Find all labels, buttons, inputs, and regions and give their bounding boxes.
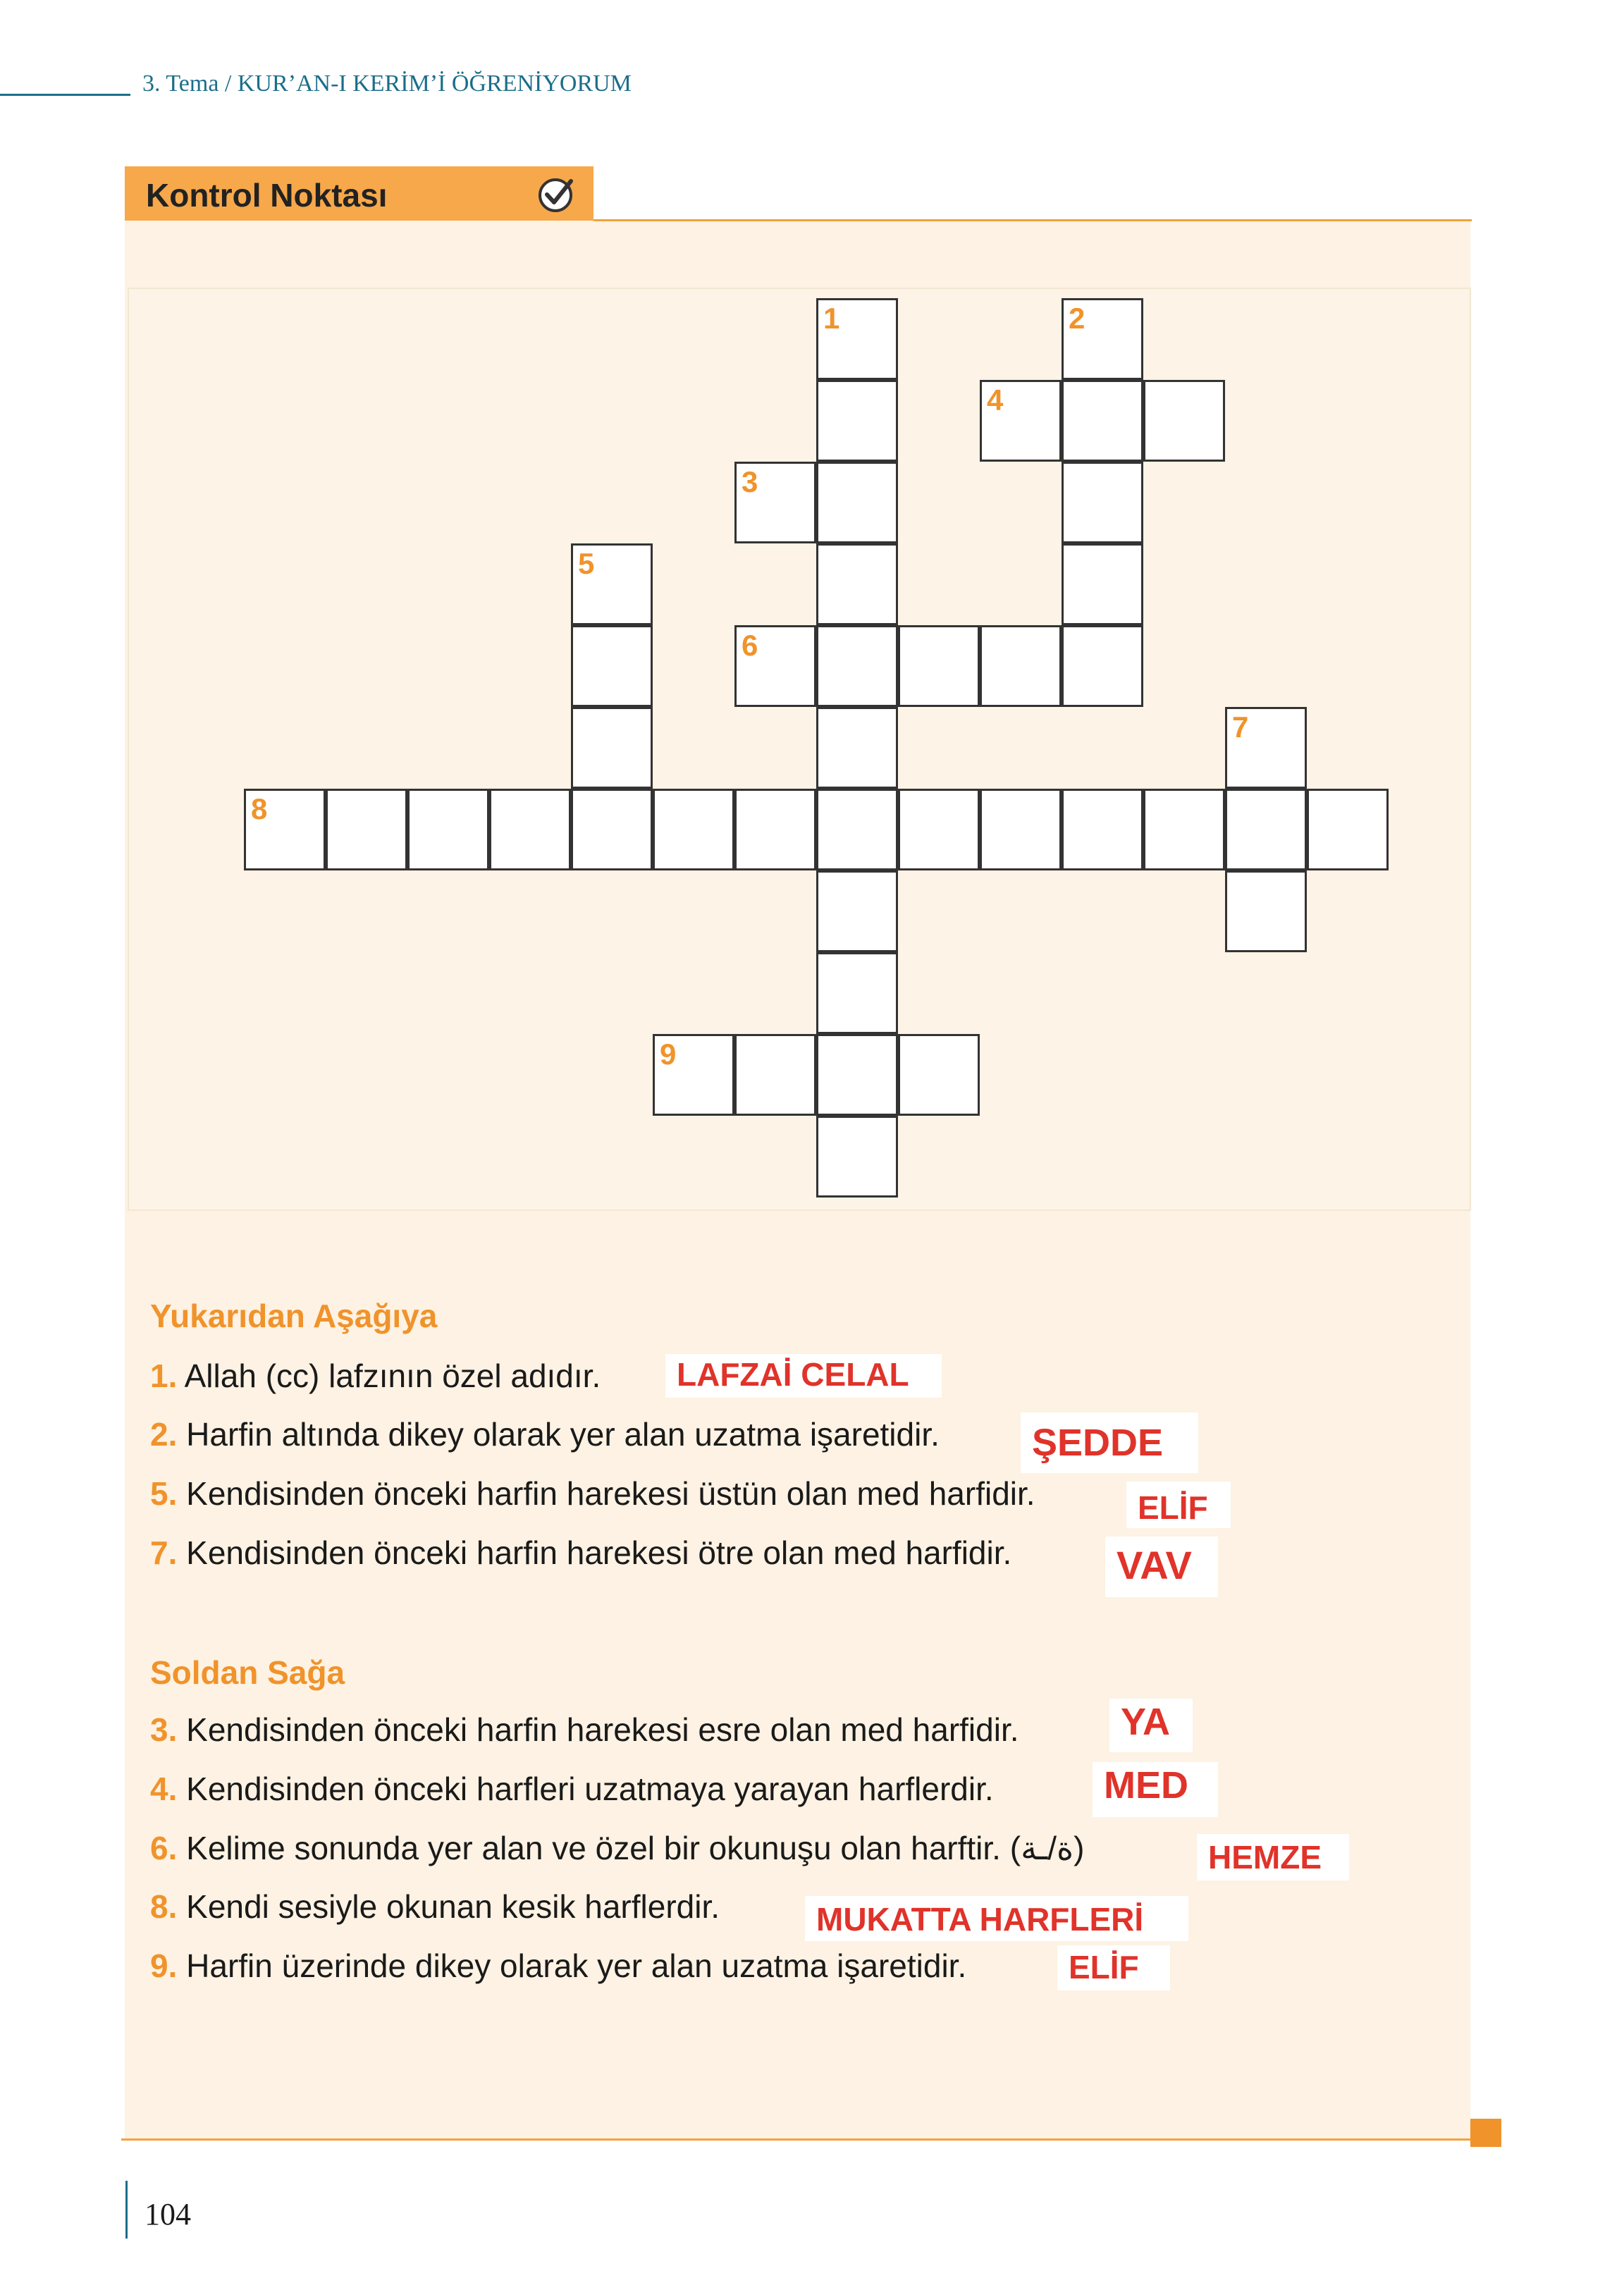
clue-number: 5 [578,547,595,580]
answer-down-7: VAV [1105,1537,1218,1597]
clue-number: 2. [150,1416,178,1453]
clue-number: 6. [150,1830,178,1866]
running-head: 3. Tema / KUR’AN-I KERİM’İ ÖĞRENİYORUM [142,70,632,97]
clue-number: 3 [742,465,758,498]
clue-number: 9 [660,1038,677,1071]
clue-number: 7. [150,1534,178,1571]
bottom-rule [121,2138,1470,2141]
clue-across-9 [150,1947,966,1985]
clue-text: Kendisinden önceki harfin harekesi ötre olan med harfidir. [186,1534,1012,1571]
clue-number: 1 [823,302,840,335]
clue-number: 1. [150,1358,178,1394]
answer-across-3: YA [1109,1699,1193,1752]
answer-down-5: ELİF [1126,1482,1231,1528]
answer-across-4: MED [1093,1762,1218,1817]
clue-number: 8. [150,1888,178,1925]
answer-down-1: LAFZAİ CELAL [665,1354,942,1398]
clue-number: 6 [742,629,758,662]
clue-across-3 [150,1711,1019,1749]
clue-text: Kendisinden önceki harfin harekesi esre olan med harfidir. [186,1711,1019,1748]
clue-down-7 [150,1534,1011,1572]
clue-text: Allah (cc) lafzının özel adıdır. [184,1358,601,1394]
clue-across-6 [150,1829,1084,1867]
check-circle-icon [536,173,578,215]
answer-across-9: ELİF [1057,1945,1170,1990]
down-heading: Yukarıdan Aşağıya [150,1298,438,1334]
answer-across-8: MUKATTA HARFLERİ [805,1896,1188,1941]
clue-down-1 [150,1357,601,1395]
top-rule [0,94,130,96]
answer-across-6: HEMZE [1197,1834,1349,1880]
clue-text: Harfin altında dikey olarak yer alan uzatma işaretidir. [186,1416,940,1453]
clue-text: Harfin üzerinde dikey olarak yer alan uzatma işaretidir. [186,1947,967,1984]
clue-across-8 [150,1888,720,1926]
clue-text: Kendisinden önceki harfin harekesi üstün olan med harfidir. [186,1475,1035,1512]
clue-number: 3. [150,1711,178,1748]
clue-text: Kendisinden önceki harfleri uzatmaya yarayan harflerdir. [186,1771,994,1807]
clue-number: 9. [150,1947,178,1984]
clue-down-5 [150,1475,1035,1513]
section-title: Kontrol Noktası [146,177,388,214]
page-number: 104 [144,2197,191,2231]
clue-across-4 [150,1770,994,1808]
clue-number: 4 [987,383,1004,417]
clue-number: 5. [150,1475,178,1512]
clue-number: 8 [251,792,268,825]
corner-square [1470,2119,1501,2147]
clue-text: Kendi sesiyle okunan kesik harflerdir. [186,1888,720,1925]
across-heading: Soldan Sağa [150,1654,345,1691]
clue-number: 2 [1069,302,1085,335]
clue-text: Kelime sonunda yer alan ve özel bir okunuşu olan harftir. (ة/ـة) [186,1830,1085,1866]
clue-number: 4. [150,1771,178,1807]
clue-number: 7 [1232,710,1249,744]
answer-down-2: ŞEDDE [1021,1412,1198,1473]
page-rule [125,2181,128,2239]
header-rule [593,219,1472,221]
clue-down-2 [150,1415,940,1453]
crossword-area [128,288,1471,1211]
